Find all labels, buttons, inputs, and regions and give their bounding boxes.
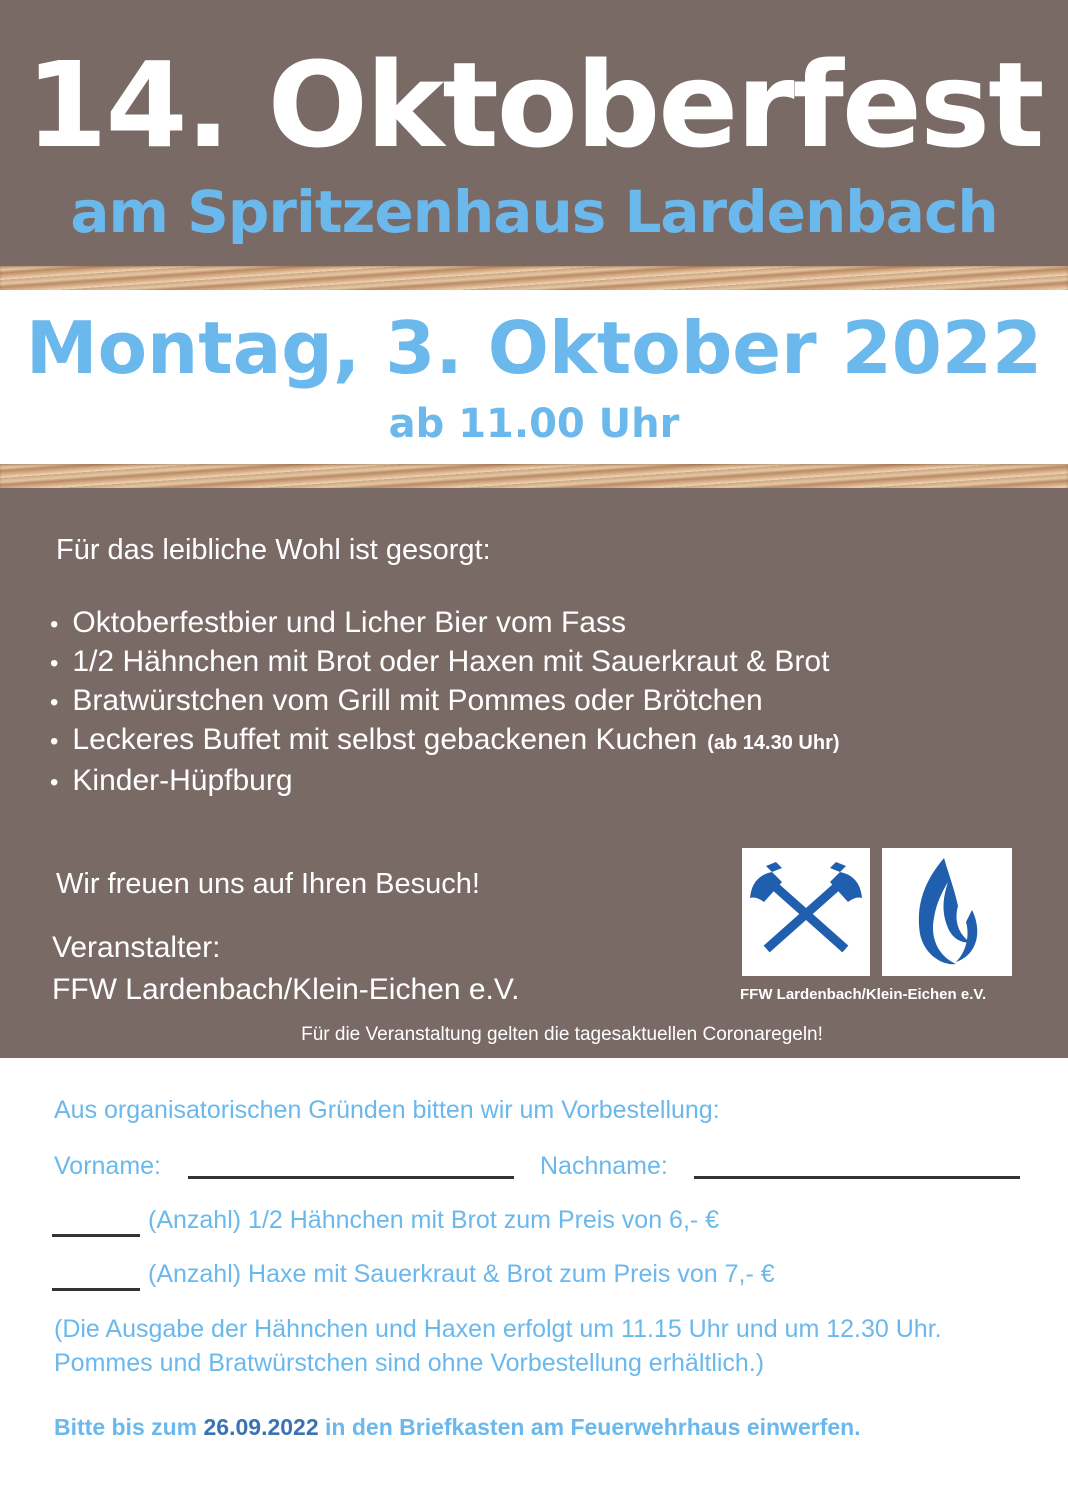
list-item — [50, 643, 840, 682]
bullet-icon: • — [50, 689, 59, 716]
deadline-suffix: in den Briefkasten am Feuerwehrhaus einwerfen. — [325, 1414, 861, 1440]
pickup-note-line1: (Die Ausgabe der Hähnchen und Haxen erfolgt um 11.15 Uhr und um 12.30 Uhr. — [54, 1315, 942, 1343]
list-item — [50, 604, 840, 643]
pickup-note-line2: Pommes und Bratwürstchen sind ohne Vorbestellung erhältlich.) — [54, 1349, 765, 1377]
event-subtitle: am Spritzenhaus Lardenbach — [70, 178, 998, 246]
first-name-label: Vorname: — [54, 1152, 162, 1180]
event-title: 14. Oktoberfest — [25, 36, 1043, 174]
event-date: Montag, 3. Oktober 2022 — [25, 306, 1043, 390]
wood-strip-bottom — [0, 464, 1068, 488]
logo-caption: FFW Lardenbach/Klein-Eichen e.V. — [740, 986, 987, 1003]
flame-icon — [882, 848, 1012, 976]
bullet-icon: • — [50, 611, 59, 638]
list-item-text: Kinder-Hüpfburg — [72, 764, 293, 797]
last-name-label: Nachname: — [540, 1152, 668, 1180]
food-intro: Für das leibliche Wohl ist gesorgt: — [56, 534, 491, 566]
event-time: ab 11.00 Uhr — [388, 401, 680, 447]
list-item — [50, 682, 840, 721]
list-item — [50, 762, 840, 801]
list-item-text: 1/2 Hähnchen mit Brot oder Haxen mit Sauerkraut & Brot — [72, 645, 830, 678]
list-item-text: Leckeres Buffet mit selbst gebackenen Kuchen — [72, 723, 698, 756]
deadline-text — [54, 1414, 861, 1441]
food-list — [50, 604, 840, 801]
wood-strip-top — [0, 266, 1068, 290]
deadline-prefix: Bitte bis zum — [54, 1414, 198, 1440]
list-item-text: Bratwürstchen vom Grill mit Pommes oder Brötchen — [72, 684, 763, 717]
organizer-label: Veranstalter: — [52, 931, 221, 964]
preorder-intro: Aus organisatorischen Gründen bitten wir um Vorbestellung: — [54, 1096, 720, 1124]
organizer-name: FFW Lardenbach/Klein-Eichen e.V. — [52, 973, 520, 1006]
order-haxe-text: (Anzahl) Haxe mit Sauerkraut & Brot zum Preis von 7,- € — [148, 1260, 775, 1288]
corona-notice: Für die Veranstaltung gelten die tagesaktuellen Coronaregeln! — [301, 1024, 823, 1045]
order-chicken-text: (Anzahl) 1/2 Hähnchen mit Brot zum Preis von 6,- € — [148, 1206, 720, 1234]
first-name-field[interactable] — [188, 1150, 514, 1179]
crossed-axes-icon — [742, 848, 870, 976]
list-item-text: Oktoberfestbier und Licher Bier vom Fass — [72, 606, 626, 639]
deadline-date: 26.09.2022 — [203, 1414, 319, 1440]
bullet-icon: • — [50, 728, 59, 755]
crossed-axes-logo — [742, 848, 870, 976]
flame-logo — [882, 848, 1012, 976]
thanks-text: Wir freuen uns auf Ihren Besuch! — [56, 868, 480, 900]
quantity-field-chicken[interactable] — [52, 1208, 140, 1237]
last-name-field[interactable] — [694, 1150, 1020, 1179]
bullet-icon: • — [50, 650, 59, 677]
bullet-icon: • — [50, 769, 59, 796]
list-item — [50, 721, 840, 762]
buffet-time-note: (ab 14.30 Uhr) — [707, 732, 840, 754]
quantity-field-haxe[interactable] — [52, 1262, 140, 1291]
